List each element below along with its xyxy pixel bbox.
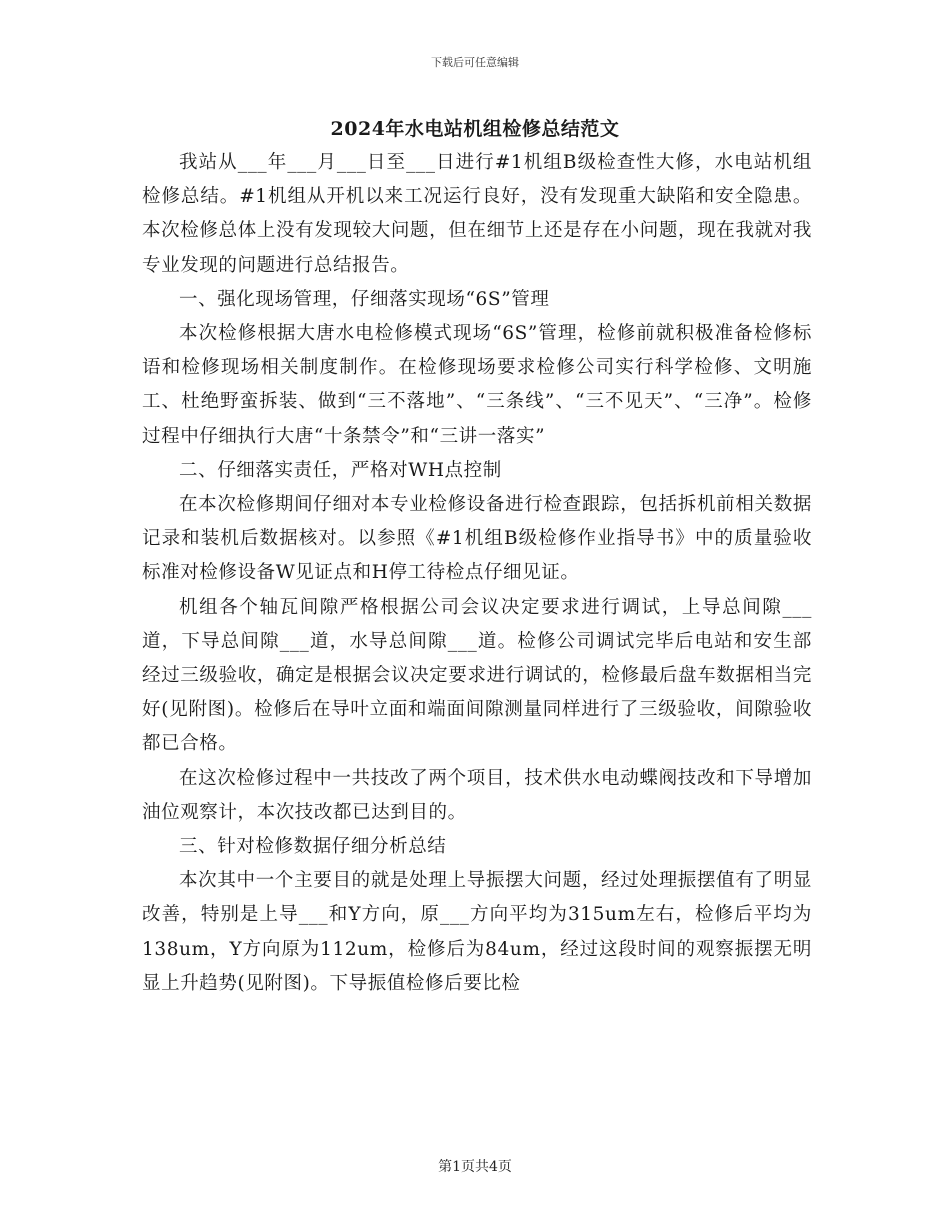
paragraph-intro: 我站从___年___月___日至___日进行#1机组B级检查性大修，水电站机组检修总结。#1机组从开机以来工况运行良好，没有发现重大缺陷和安全隐患。本次检修总体上没有发现较大问题，但在细节上还是存在小问题，现在我就对我专业发现的问题进行总结报告。 [142, 152, 812, 276]
header-note: 下载后可任意编辑 [431, 56, 519, 69]
document-body [142, 146, 812, 1001]
paragraph-bearing-clearance: 机组各个轴瓦间隙严格根据公司会议决定要求进行调试，上导总间隙___道，下导总间隙___道，水导总间隙___道。检修公司调试完毕后电站和安生部经过三级验收，确定是根据会议决定要求进行调试的，检修最后盘车数据相当完好(见附图)。检修后在导叶立面和端面间隙测量同样进行了三级验收，间隙验收都已合格。 [142, 596, 812, 755]
section-heading-1: 一、强化现场管理，仔细落实现场“6S”管理 [179, 288, 550, 310]
paragraph-wh-control: 在本次检修期间仔细对本专业检修设备进行检查跟踪，包括拆机前相关数据记录和装机后数据核对。以参照《#1机组B级检修作业指导书》中的质量验收标准对检修设备W见证点和H停工待检点仔细见证。 [142, 494, 812, 584]
paragraph-tech-upgrade: 在这次检修过程中一共技改了两个项目，技术供水电动蝶阀技改和下导增加油位观察计，本次技改都已达到目的。 [142, 767, 812, 823]
section-heading-3: 三、针对检修数据仔细分析总结 [179, 836, 447, 858]
document-title: 2024年水电站机组检修总结范文 [330, 118, 620, 140]
paragraph-vibration: 本次其中一个主要目的就是处理上导振摆大问题，经过处理振摆值有了明显改善，特别是上导___和Y方向，原___方向平均为315um左右，检修后平均为138um，Y方向原为112um，检修后为84um，经过这段时间的观察振摆无明显上升趋势(见附图)。下导振值检修后要比检 [142, 870, 812, 994]
section-heading-2: 二、仔细落实责任，严格对WH点控制 [179, 459, 502, 481]
page-number: 第1页共4页 [438, 1159, 512, 1175]
paragraph-6s: 本次检修根据大唐水电检修模式现场“6S”管理，检修前就积极准备检修标语和检修现场相关制度制作。在检修现场要求检修公司实行科学检修、文明施工、杜绝野蛮拆装、做到“三不落地”、“三条线”、“三不见天”、“三净”。检修过程中仔细执行大唐“十条禁令”和“三讲一落实” [142, 323, 812, 447]
